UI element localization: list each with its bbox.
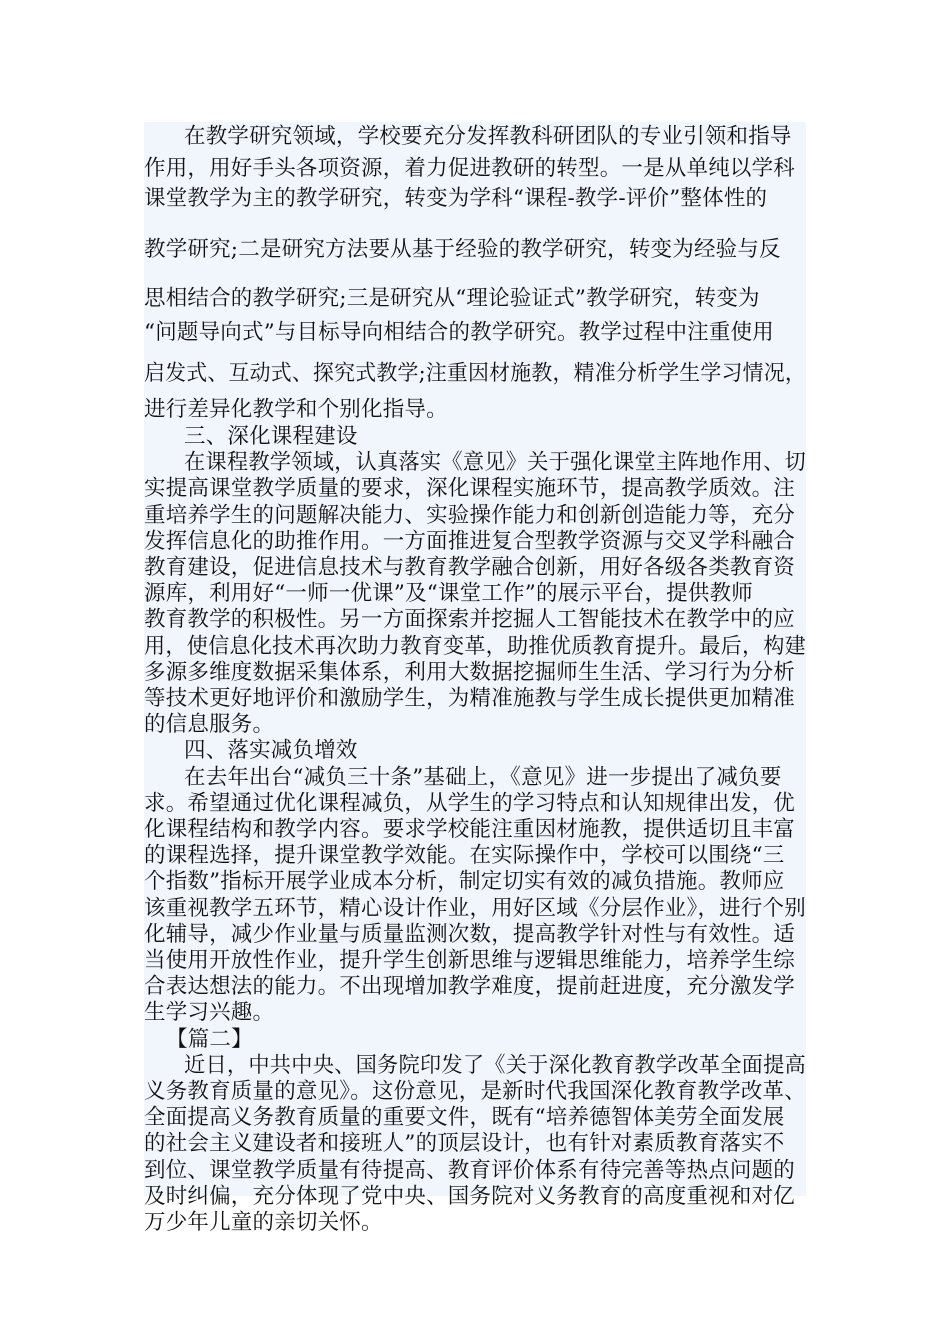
paragraph-line: 启发式、互动式、探究式教学;注重因材施教，精准分析学生学习情况，	[144, 361, 806, 386]
paragraph-line: 作用，用好手头各项资源，着力促进教研的转型。一是从单纯以学科	[144, 156, 796, 181]
paragraph-line: 的信息服务。	[144, 712, 275, 737]
paragraph-line: 进行差异化教学和个别化指导。	[144, 397, 448, 422]
paragraph-line: 的课程选择，提升课堂教学效能。在实际操作中，学校可以围绕“三	[144, 843, 785, 868]
paragraph-line: 在课程教学领域，认真落实《意见》关于强化课堂主阵地作用、切	[184, 450, 807, 475]
paragraph-line: 教学研究;二是研究方法要从基于经验的教学研究，转变为经验与反	[144, 237, 781, 262]
paragraph-line: 教育建设，促进信息技术与教育教学融合创新，用好各级各类教育资	[144, 555, 796, 580]
paragraph-line: 课堂教学为主的教学研究，转变为学科“课程-教学-评价”整体性的	[144, 186, 768, 211]
paragraph-line: 化辅导，减少作业量与质量监测次数，提高教学针对性与有效性。适	[144, 922, 796, 947]
paragraph-line: 化课程结构和教学内容。要求学校能注重因材施教，提供适切且丰富	[144, 817, 796, 842]
paragraph-line: 及时纠偏，充分体现了党中央、国务院对义务教育的高度重视和对亿	[144, 1184, 796, 1209]
paragraph-line: 在教学研究领域，学校要充分发挥教科研团队的专业引领和指导	[184, 124, 792, 149]
section-heading-3: 三、深化课程建设	[184, 424, 358, 449]
paragraph-line: 生学习兴趣。	[144, 1000, 275, 1025]
section-heading-4: 四、落实减负增效	[184, 738, 358, 763]
paragraph-line: 等技术更好地评价和激励学生，为精准施教与学生成长提供更加精准	[144, 686, 796, 711]
paragraph-line: 到位、课堂教学质量有待提高、教育评价体系有待完善等热点问题的	[144, 1158, 796, 1183]
paragraph-line: 全面提高义务教育质量的重要文件，既有“培养德智体美劳全面发展	[144, 1105, 785, 1130]
paragraph-line: 发挥信息化的助推作用。一方面推进复合型教学资源与交叉学科融合	[144, 529, 796, 554]
part-heading: 【篇二】	[166, 1027, 253, 1052]
paragraph-line: 的社会主义建设者和接班人”的顶层设计，也有针对素质教育落实不	[144, 1131, 785, 1156]
paragraph-line: 个指数”指标开展学业成本分析，制定切实有效的减负措施。教师应	[144, 869, 785, 894]
paragraph-line: 用，使信息化技术再次助力教育变革，助推优质教育提升。最后，构建	[144, 634, 807, 659]
paragraph-line: 当使用开放性作业，提升学生创新思维与逻辑思维能力，培养学生综	[144, 948, 796, 973]
paragraph-line: 求。希望通过优化课程减负，从学生的学习特点和认知规律出发，优	[144, 791, 796, 816]
paragraph-line: 教育教学的积极性。另一方面探索并挖掘人工智能技术在教学中的应	[144, 607, 796, 632]
paragraph-line: 思相结合的教学研究;三是研究从“理论验证式”教学研究，转变为	[144, 286, 760, 311]
paragraph-line: 该重视教学五环节，精心设计作业，用好区域《分层作业》，进行个别	[144, 896, 806, 921]
article-text-block	[144, 122, 807, 1235]
paragraph-line: 义务教育质量的意见》。这份意见，是新时代我国深化教育教学改革、	[144, 1079, 806, 1104]
paragraph-line: 重培养学生的问题解决能力、实验操作能力和创新创造能力等，充分	[144, 503, 796, 528]
paragraph-line: 源库，利用好“一师一优课”及“课堂工作”的展示平台，提供教师	[144, 581, 753, 606]
paragraph-line: 多源多维度数据采集体系，利用大数据挖掘师生生活、学习行为分析	[144, 660, 796, 685]
paragraph-line: 近日，中共中央、国务院印发了《关于深化教育教学改革全面提高	[184, 1053, 807, 1078]
paragraph-line: 实提高课堂教学质量的要求，深化课程实施环节，提高教学质效。注	[144, 476, 796, 501]
paragraph-line: 合表达想法的能力。不出现增加教学难度，提前赶进度，充分激发学	[144, 974, 796, 999]
paragraph-line: 在去年出台“减负三十条”基础上，《意见》进一步提出了减负要	[184, 765, 782, 790]
paragraph-line: “问题导向式”与目标导向相结合的教学研究。教学过程中注重使用	[144, 320, 774, 345]
paragraph-line: 万少年儿童的亲切关怀。	[144, 1210, 383, 1235]
